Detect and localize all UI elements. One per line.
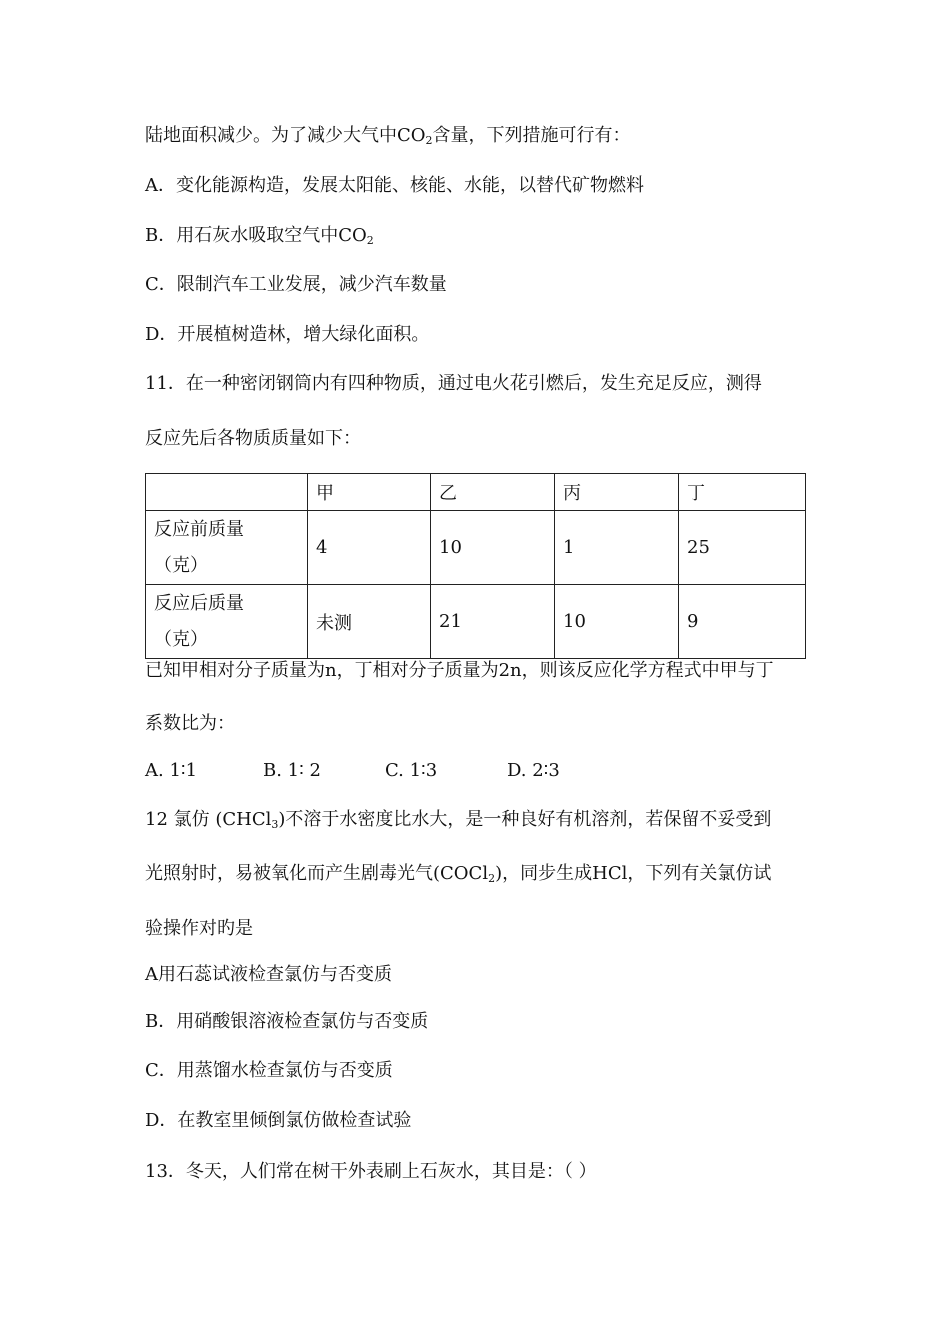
option-a: A用石蕊试液检查氯仿与否变质 bbox=[145, 964, 392, 985]
table-header-cell bbox=[146, 474, 308, 511]
table-cell: 10 bbox=[555, 585, 679, 659]
question-11-ask: 系数比为： bbox=[145, 713, 235, 734]
text-line: 陆地面积减少。为了减少大气中$CO_2$含量，下列措施可行有： bbox=[145, 125, 631, 147]
table-row bbox=[146, 585, 806, 659]
option-b: B．用石灰水吸取空气中$CO_2$ bbox=[145, 225, 374, 247]
question-11-condition: 已知甲相对分子质量为n，丁相对分子质量为2n，则该反应化学方程式中甲与丁 bbox=[145, 660, 774, 681]
row-label: 反应前质量 （克） bbox=[146, 511, 308, 585]
question-11-text: 11．在一种密闭钢筒内有四种物质，通过电火花引燃后，发生充足反应，测得 bbox=[145, 373, 762, 394]
option-a: A. 1∶1 bbox=[145, 760, 198, 781]
table-cell: 21 bbox=[431, 585, 555, 659]
table-cell: 4 bbox=[308, 511, 431, 585]
question-12-text-cont: 光照射时，易被氧化而产生剧毒光气(COCl$_2$)，同步生成HCl，下列有关氯仿试 bbox=[145, 863, 772, 885]
table-cell: 未测 bbox=[308, 585, 431, 659]
table-header-row bbox=[146, 474, 806, 511]
table-cell: 1 bbox=[555, 511, 679, 585]
option-b: B. 1∶ 2 bbox=[263, 760, 321, 781]
option-c: C. 1∶3 bbox=[385, 760, 438, 781]
table-cell: 25 bbox=[679, 511, 806, 585]
table-header-cell: 甲 bbox=[308, 474, 431, 511]
option-a: A．变化能源构造，发展太阳能、核能、水能，以替代矿物燃料 bbox=[145, 175, 644, 196]
mass-table bbox=[145, 473, 806, 659]
option-c: C．限制汽车工业发展，减少汽车数量 bbox=[145, 274, 447, 295]
question-11-options bbox=[145, 759, 560, 783]
option-d: D. 2∶3 bbox=[507, 760, 560, 781]
table-cell: 10 bbox=[431, 511, 555, 585]
option-b: B．用硝酸银溶液检查氯仿与否变质 bbox=[145, 1011, 429, 1032]
table-row bbox=[146, 511, 806, 585]
option-d: D．在教室里倾倒氯仿做检查试验 bbox=[145, 1110, 412, 1131]
question-11-text-cont: 反应先后各物质质量如下： bbox=[145, 428, 361, 449]
table-header-cell: 丙 bbox=[555, 474, 679, 511]
question-12-text: 12 氯仿 (CHCl$_3$)不溶于水密度比水大，是一种良好有机溶剂，若保留不妥受到 bbox=[145, 809, 772, 831]
question-13-text: 13．冬天，人们常在树干外表刷上石灰水，其目是：（ ） bbox=[145, 1161, 597, 1182]
table-cell: 9 bbox=[679, 585, 806, 659]
row-label: 反应后质量 （克） bbox=[146, 585, 308, 659]
option-c: C．用蒸馏水检查氯仿与否变质 bbox=[145, 1060, 393, 1081]
question-12-text-end: 验操作对旳是 bbox=[145, 918, 253, 939]
table-header-cell: 乙 bbox=[431, 474, 555, 511]
table-header-cell: 丁 bbox=[679, 474, 806, 511]
option-d: D．开展植树造林，增大绿化面积。 bbox=[145, 324, 430, 345]
